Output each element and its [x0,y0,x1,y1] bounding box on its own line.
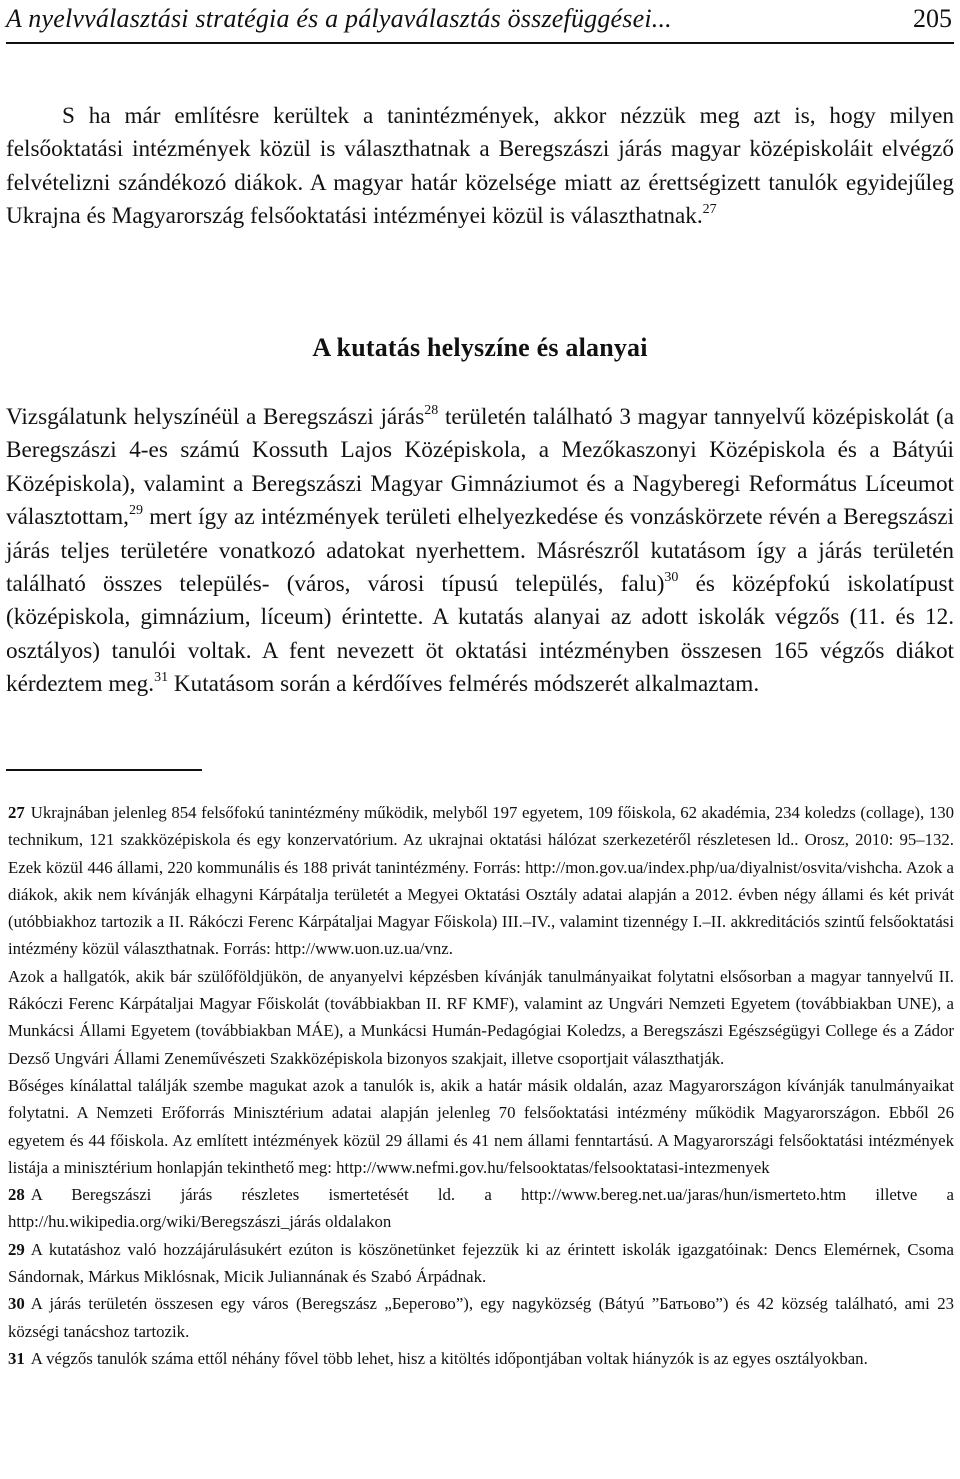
body-paragraph-1 [6,100,954,234]
footnotes [8,799,954,1372]
footnote-31 [8,1345,954,1372]
footnote-27 [8,799,954,963]
section-heading: A kutatás helyszíne és alanyai [312,333,648,362]
footnote-number: 31 [8,1348,25,1368]
footnote-separator [6,769,202,771]
footnote-28 [8,1181,954,1236]
footnote-text: A Beregszászi járás részletes ismertetését ld. a http://www.bereg.net.ua/jaras/hun/ismerteto.htm illetve a http://hu.wikipedia.org/wiki/Beregszászi_járás oldalakon [8,1185,954,1232]
footnote-ref-31: 31 [154,670,169,686]
running-title: A nyelvválasztási stratégia és a pályaválasztás összefüggései... [6,4,672,33]
paragraph-text: területén található 3 magyar tannyelvű középiskolát (a Beregszászi 4-es számú Kossuth Lajos Középiskola, a Mezőkaszonyi Középiskola és a Bátyúi Középiskola), valamint a Beregszászi Magyar Gimnáziumot és a Nagyberegi Református Líceumot választottam, [6,404,954,531]
footnote-number: 28 [8,1185,25,1205]
footnote-text: Bőséges kínálattal találják szembe magukat azok a tanulók is, akik a határ másik oldalán, azaz Magyarországon kívánják tanulmányaikat folytatni. A Nemzeti Erőforrás Minisztérium adatai alapján jelenleg 70 felsőoktatási intézmény működik Magyarországon. Ebből 26 egyetem és 44 főiskola. Az említett intézmények közül 29 állami és 41 nem állami fenntartású. A Magyarországi felsőoktatási intézmények listája a minisztérium honlapján tekinthető meg: http://www.nefmi.gov.hu/felsooktatas/felsooktatasi-intezmenyek [8,1075,954,1177]
footnote-text: A végzős tanulók száma ettől néhány fővel több lehet, hisz a kitöltés időpontjában voltak hiányzók is az egyes osztályokban. [30,1348,868,1368]
footnote-ref-29: 29 [128,503,143,519]
footnote-30 [8,1290,954,1345]
footnote-text: Azok a hallgatók, akik bár szülőföldjükön, de anyanyelvi képzésben kívánják tanulmányaikat folytatni elsősorban a magyar tannyelvű II. Rákóczi Ferenc Kárpátaljai Magyar Főiskolát (továbbiakban II. RF KMF), valamint az Ungvári Nemzeti Egyetem (továbbiakban UNE), a Munkácsi Állami Egyetem (továbbiakban MÁE), a Munkácsi Humán-Pedagógiai Koledzs, a Beregszászi Egészségügyi College és a Zádor Dezső Ungvári Állami Zeneművészeti Szakközépiskola bizonyos szakjait, illetve csoportjait választhatják. [8,966,954,1068]
footnote-number: 30 [8,1294,25,1314]
footnote-27-continued [8,1072,954,1181]
paragraph-text: mert így az intézmények területi elhelyezkedése és vonzáskörzete révén a Beregszászi járás teljes területére vonatkozó adatokat nyerhettem. Másrészről kutatásom így a járás területén található összes település- (város, városi típusú település, falu) [6,504,954,598]
paragraph-text: Vizsgálatunk helyszínéül a Beregszászi járás [6,404,425,430]
footnote-ref-30: 30 [664,570,679,586]
page-number: 205 [913,4,952,33]
paragraph-text: S ha már említésre kerültek a tanintézmények, akkor nézzük meg azt is, hogy milyen felsőoktatási intézmények közül is választhatnak a Beregszászi járás magyar középiskoláit elvégző felvételizni szándékozó diákok. A magyar határ közelsége miatt az érettségizett tanulók egyidejűleg Ukrajna és Magyarország felsőoktatási intézményei közül is választhatnak. [6,103,954,230]
footnote-ref-27: 27 [702,202,717,218]
footnote-29 [8,1236,954,1291]
footnote-ref-28: 28 [424,403,439,419]
running-header [6,2,954,44]
footnote-number: 27 [8,803,25,822]
paragraph-text: Kutatásom során a kérdőíves felmérés módszerét alkalmaztam. [168,671,760,698]
body-paragraph-2 [6,401,954,702]
footnote-text: A járás területén összesen egy város (Beregszász „Берегово”), egy nagyközség (Bátyú ”Батьово”) és 42 község található, ami 23 községi tanácshoz tartozik. [8,1294,954,1341]
footnote-text: A kutatáshoz való hozzájárulásukért ezúton is köszönetünket fejezzük ki az érintett iskolák igazgatóinak: Dencs Elemérnek, Csoma Sándornak, Márkus Miklósnak, Micik Juliannának és Szabó Árpádnak. [8,1239,954,1287]
paragraph-text: és középfokú iskolatípust (középiskola, gimnázium, líceum) érintette. A kutatás alanyai az adott iskolák végzős (11. és 12. osztályos) tanulói voltak. A fent nevezett öt oktatási intézményben összesen 165 végzős diákot kérdeztem meg. [6,571,955,698]
footnote-number: 29 [8,1239,25,1259]
footnote-text: Ukrajnában jelenleg 854 felsőfokú tanintézmény működik, melyből 197 egyetem, 109 főiskola, 62 akadémia, 234 koledzs (collage), 130 technikum, 121 szakközépiskola és egy konzervatórium. Az ukrajnai oktatási hálózat szerkezetéről részletesen ld.. Orosz, 2010: 95–132. Ezek közül 446 állami, 220 kommunális és 188 privát tanintézmény. Forrás: http://mon.gov.ua/index.php/ua/diyalnist/osvita/vishcha. Azok a diákok, akik nem kívánják elhagyni Kárpátalja területét a Megyei Oktatási Osztály adatai alapján a 2012. évben négy állami és két privát (utóbbiakhoz tartozik a II. Rákóczi Ferenc Kárpátaljai Magyar Főiskola) III.–IV., valamint tizennégy I.–II. akkreditációs szintű felsőoktatási intézmény közül választhatnak. Forrás: http://www.uon.uz.ua/vnz. [8,803,954,959]
footnote-27-continued [8,963,954,1072]
